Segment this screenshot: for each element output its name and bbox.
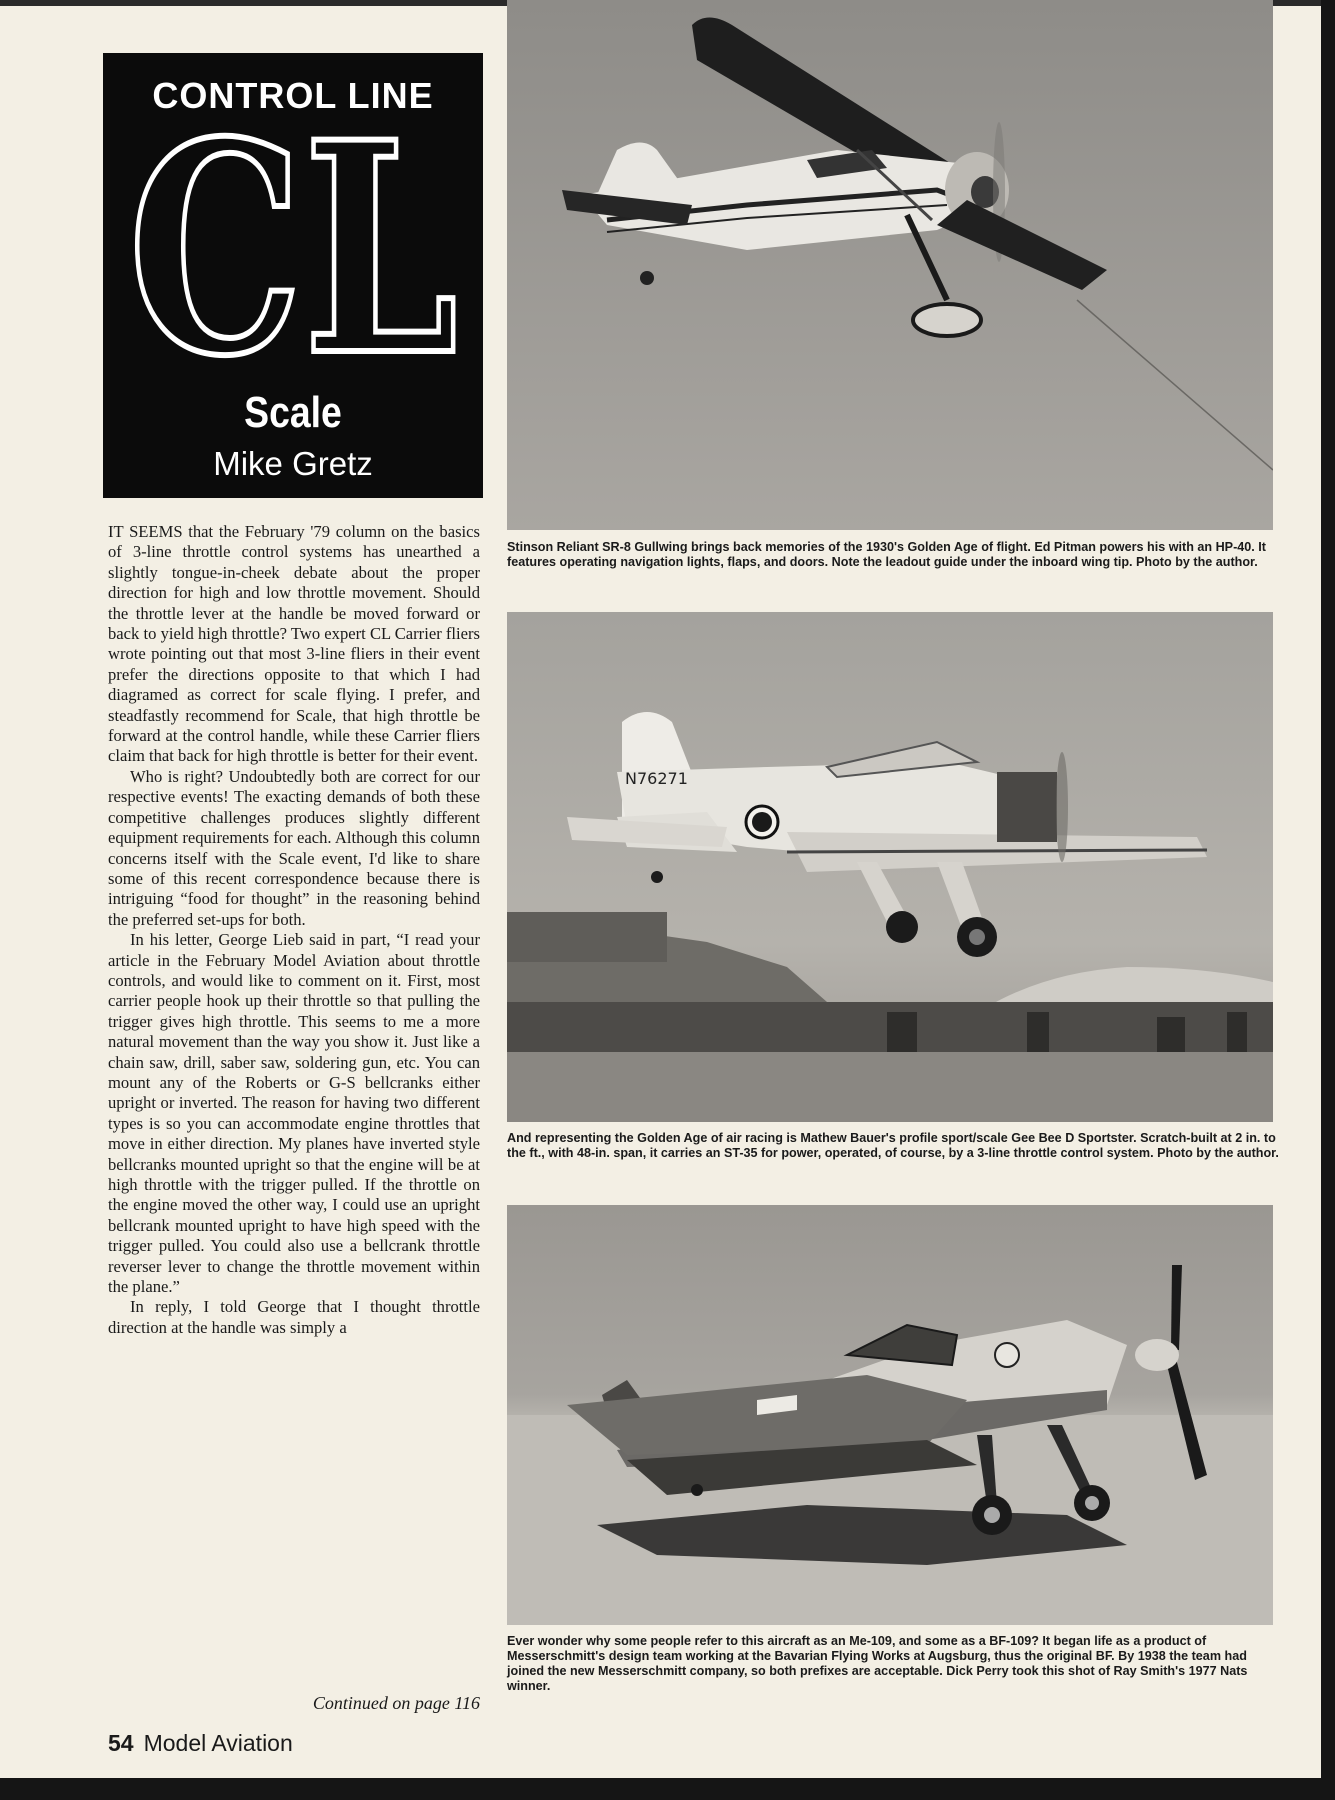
registration-number: N76271 (625, 769, 688, 788)
photo-stinson-reliant (507, 0, 1273, 530)
article-paragraph: In his letter, George Lieb said in part, “I read your article in the February Model Aviation about throttle controls, and would like to comment on it. First, most carrier people hook up their throttle so that pulling the trigger gives high throttle. This seems to me a more natural movement than the way you show it. Just like a chain saw, drill, saber saw, soldering gun, etc. You can mount any of the Roberts or G-S bellcranks either upright or inverted. The reason for having two different types is so you can accommodate engine throttles that move in either direction. My planes have inverted style bellcranks mounted upright so that the engine will be at high throttle with the trigger pulled. If the throttle on the engine moved the other way, I could use an upright bellcrank mounted upright to have high speed with the trigger pulled. You could also use a bellcrank throttle reverser lever to change the throttle movement within the plane.” (108, 930, 480, 1297)
page-right-edge (1321, 0, 1335, 1800)
article-body (108, 522, 480, 1338)
continued-note: Continued on page 116 (312, 1693, 480, 1713)
caption-messerschmitt-bf109: Ever wonder why some people refer to this aircraft as an Me-109, and some as a BF-109? It began life as a product of Messerschmitt's design team working at the Bavarian Flying Works at Augsburg, thus the original BF. By 1938 the team had joined the new Messerschmitt company, so both prefixes are acceptable. Dick Perry took this shot of Ray Smith's 1977 Nats winner. (507, 1634, 1248, 1693)
photo-gee-bee-sportster (507, 612, 1273, 1122)
caption-stinson-reliant: Stinson Reliant SR-8 Gullwing brings back memories of the 1930's Golden Age of flight. Ed Pitman powers his with an HP-40. It features operating navigation lights, flaps, and doors. Note the leadout guide under the inboard wing tip. Photo by the author. (507, 540, 1266, 569)
article-paragraph: IT SEEMS that the February '79 column on the basics of 3-line throttle control systems has unearthed a slightly tongue-in-cheek debate about the proper direction for high and low throttle movement. Should the throttle lever at the handle be moved forward or back to yield high throttle? Two expert CL Carrier fliers wrote pointing out that most 3-line fliers in their event prefer the directions opposite to that which I had diagramed as correct for scale flying. I prefer, and steadfastly recommend for Scale, that high throttle be forward at the control handle, while these Carrier fliers claim that back for high throttle is better for their event. (108, 522, 480, 766)
column-author: Mike Gretz (213, 445, 373, 482)
cl-logo (103, 111, 483, 381)
column-section: Scale (244, 388, 342, 437)
page-number: 54 (108, 1730, 134, 1756)
caption-gee-bee-sportster: And representing the Golden Age of air racing is Mathew Bauer's profile sport/scale Gee Bee D Sportster. Scratch-built at 2 in. to the ft., with 48-in. span, it carries an ST-35 for power, operated, of course, by a 3-line throttle control system. Photo by the author. (507, 1131, 1279, 1160)
article-paragraph: In reply, I told George that I thought throttle direction at the handle was simply a (108, 1297, 480, 1337)
article-paragraph: Who is right? Undoubtedly both are correct for our respective events! The exacting demands of both these competitive challenges produces slightly different equipment requirements for each. Although this column concerns itself with the Scale event, I'd like to share some of this recent correspondence because there is intriguing “food for thought” in the reasoning behind the preferred set-ups for both. (108, 766, 480, 929)
photo-messerschmitt-bf109 (507, 1205, 1273, 1625)
column-kicker: CONTROL LINE (152, 75, 434, 116)
column-header (103, 53, 483, 498)
page-footer (108, 1730, 293, 1757)
article-lead-in: IT SEEMS (108, 522, 183, 541)
page-bottom-edge (0, 1778, 1335, 1800)
magazine-name: Model Aviation (143, 1730, 293, 1756)
cl-logo-letters: CL (128, 111, 458, 381)
